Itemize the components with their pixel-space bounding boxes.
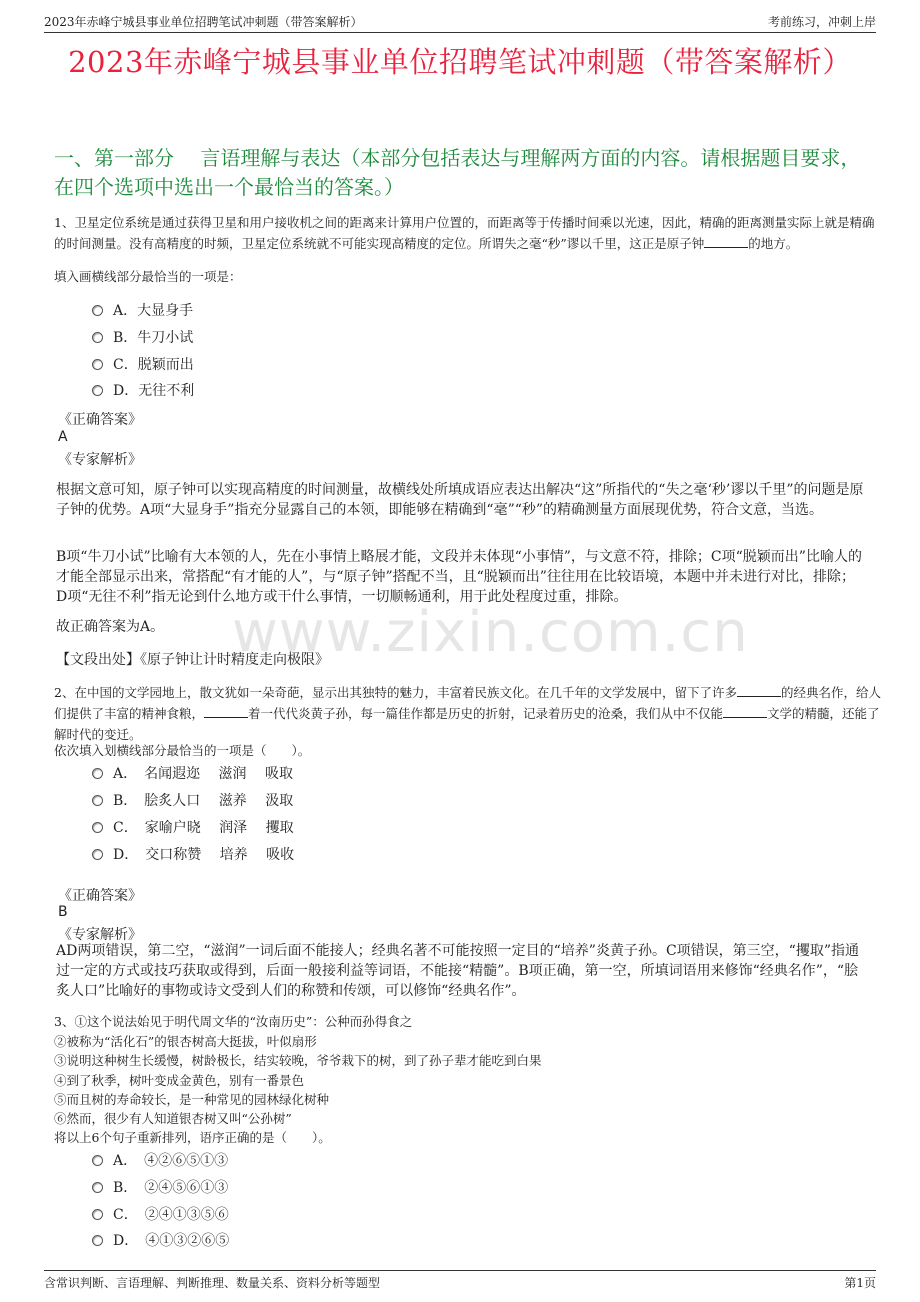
page-header	[44, 10, 876, 33]
radio-icon[interactable]	[92, 385, 103, 396]
q1-answer: A	[58, 429, 68, 445]
blank-line	[723, 707, 767, 718]
q2-option-d[interactable]: D． 交口称赞 培养 吸收	[92, 844, 294, 864]
q2-option-b[interactable]: B． 脍炙人口 滋养 汲取	[92, 790, 293, 810]
q1-analysis-p3: 故正确答案为A。	[56, 619, 165, 635]
radio-icon[interactable]	[92, 768, 103, 779]
radio-icon[interactable]	[92, 849, 103, 860]
radio-icon[interactable]	[92, 359, 103, 370]
q1-option-d[interactable]: D．无往不利	[92, 380, 194, 400]
blank-line	[737, 686, 781, 697]
q2-analysis: AD两项错误，第二空，“滋润”一词后面不能接人；经典名著不可能按照一定目的“培养”炎黄子孙。C项错误，第三空，“攫取”指通过一定的方式或技巧获取或得到，后面一般接利益等词语，不能接“精髓”。B项正确，第一空，所填词语用来修饰“经典名作”，“脍炙人口”比喻好的事物或诗文受到人们的称赞和传颂，可以修饰“经典名作”。	[56, 943, 859, 999]
radio-icon[interactable]	[92, 795, 103, 806]
q1-option-c[interactable]: C．脱颖而出	[92, 354, 194, 374]
q3-option-b[interactable]: B． ②④⑤⑥①③	[92, 1177, 228, 1197]
radio-icon[interactable]	[92, 305, 103, 316]
q2-option-c[interactable]: C． 家喻户晓 润泽 攫取	[92, 817, 294, 837]
section-heading: 一、第一部分 言语理解与表达（本部分包括表达与理解两方面的内容。请根据题目要求，在四个选项中选出一个最恰当的答案。）	[54, 146, 861, 199]
q3-prompt: 将以上6个句子重新排列，语序正确的是（ ）。	[54, 1130, 331, 1145]
watermark: www.zixin.com.cn	[232, 600, 749, 665]
q3-line-1: 3、①这个说法始见于明代周文华的“汝南历史”：公种而孙得食之	[54, 1014, 413, 1029]
radio-icon[interactable]	[92, 1209, 103, 1220]
q3-option-d[interactable]: D． ④①③②⑥⑤	[92, 1230, 229, 1250]
q3-option-a[interactable]: A． ④②⑥⑤①③	[92, 1150, 228, 1170]
q2-answer: B	[58, 904, 68, 920]
q2-stem: 2、在中国的文学园地上，散文犹如一朵奇葩，显示出其独特的魅力，丰富着民族文化。在几千年的文学发展中，留下了许多 的经典名作，给人们提供了丰富的精神食粮， 着一代代炎黄子孙，每一篇佳作都是历史的折射，记录着历史的沧桑，我们从中不仅能 文学的精髓，还能了解时代的变迁。	[54, 685, 881, 742]
q1-stem: 1、卫星定位系统是通过获得卫星和用户接收机之间的距离来计算用户位置的，而距离等于传播时间乘以光速，因此，精确的距离测量实际上就是精确的时间测量。没有高精度的时频，卫星定位系统就不可能实现高精度的定位。所谓失之毫“秒”谬以千里，这正是原子钟 的地方。	[54, 215, 875, 251]
q2-analysis-label: 《专家解析》	[58, 927, 142, 943]
q1-analysis-p2: B项“牛刀小试”比喻有大本领的人，先在小事情上略展才能，文段并未体现“小事情”，与文意不符，排除；C项“脱颖而出”比喻人的才能全部显示出来，常搭配“有才能的人”，与“原子钟”搭配不当，且“脱颖而出”往往用在比较语境，本题中并未进行对比，排除；D项“无往不利”指无论到什么地方或干什么事情，一切顺畅通利，用于此处程度过重，排除。	[56, 549, 862, 605]
footer-left: 含常识判断、言语理解、判断推理、数量关系、资料分析等题型	[44, 1276, 381, 1290]
q1-answer-label: 《正确答案》	[58, 412, 142, 428]
q2-prompt: 依次填入划横线部分最恰当的一项是（ ）。	[54, 743, 311, 758]
q1-option-a[interactable]: A．大显身手	[92, 300, 193, 320]
q3-line-5: ⑤而且树的寿命较长，是一种常见的园林绿化树种	[54, 1092, 330, 1107]
q3-line-3: ③说明这种树生长缓慢，树龄极长，结实较晚，爷爷栽下的树，到了孙子辈才能吃到白果	[54, 1053, 542, 1068]
q3-option-c[interactable]: C． ②④①③⑤⑥	[92, 1204, 229, 1224]
page-title: 2023年赤峰宁城县事业单位招聘笔试冲刺题（带答案解析）	[68, 45, 852, 79]
page-number: 第1页	[844, 1276, 876, 1290]
radio-icon[interactable]	[92, 1235, 103, 1246]
blank-line	[204, 707, 248, 718]
header-left: 2023年赤峰宁城县事业单位招聘笔试冲刺题（带答案解析）	[44, 15, 363, 29]
q2-answer-label: 《正确答案》	[58, 888, 142, 904]
q1-analysis-label: 《专家解析》	[58, 452, 142, 468]
q1-prompt: 填入画横线部分最恰当的一项是：	[54, 269, 242, 284]
q2-option-a[interactable]: A． 名闻遐迩 滋润 吸取	[92, 763, 293, 783]
q3-line-2: ②被称为“活化石”的银杏树高大挺拔，叶似扇形	[54, 1034, 317, 1049]
q1-source: 【文段出处】《原子钟让计时精度走向极限》	[56, 652, 329, 668]
page-footer	[44, 1270, 876, 1291]
q3-line-6: ⑥然而，很少有人知道银杏树又叫“公孙树”	[54, 1111, 292, 1126]
radio-icon[interactable]	[92, 1182, 103, 1193]
q1-option-b[interactable]: B．牛刀小试	[92, 327, 193, 347]
header-right: 考前练习，冲刺上岸	[767, 15, 876, 29]
radio-icon[interactable]	[92, 822, 103, 833]
q3-line-4: ④到了秋季，树叶变成金黄色，别有一番景色	[54, 1073, 305, 1088]
q1-analysis-p1: 根据文意可知，原子钟可以实现高精度的时间测量，故横线处所填成语应表达出解决“这”所指代的“失之毫‘秒’谬以千里”的问题是原子钟的优势。A项“大显身手”指充分显露自己的本领，即能够在精确到“毫”“秒”的精确测量方面展现优势，符合文意，当选。	[56, 482, 864, 518]
radio-icon[interactable]	[92, 1155, 103, 1166]
blank-line	[704, 237, 748, 248]
radio-icon[interactable]	[92, 332, 103, 343]
